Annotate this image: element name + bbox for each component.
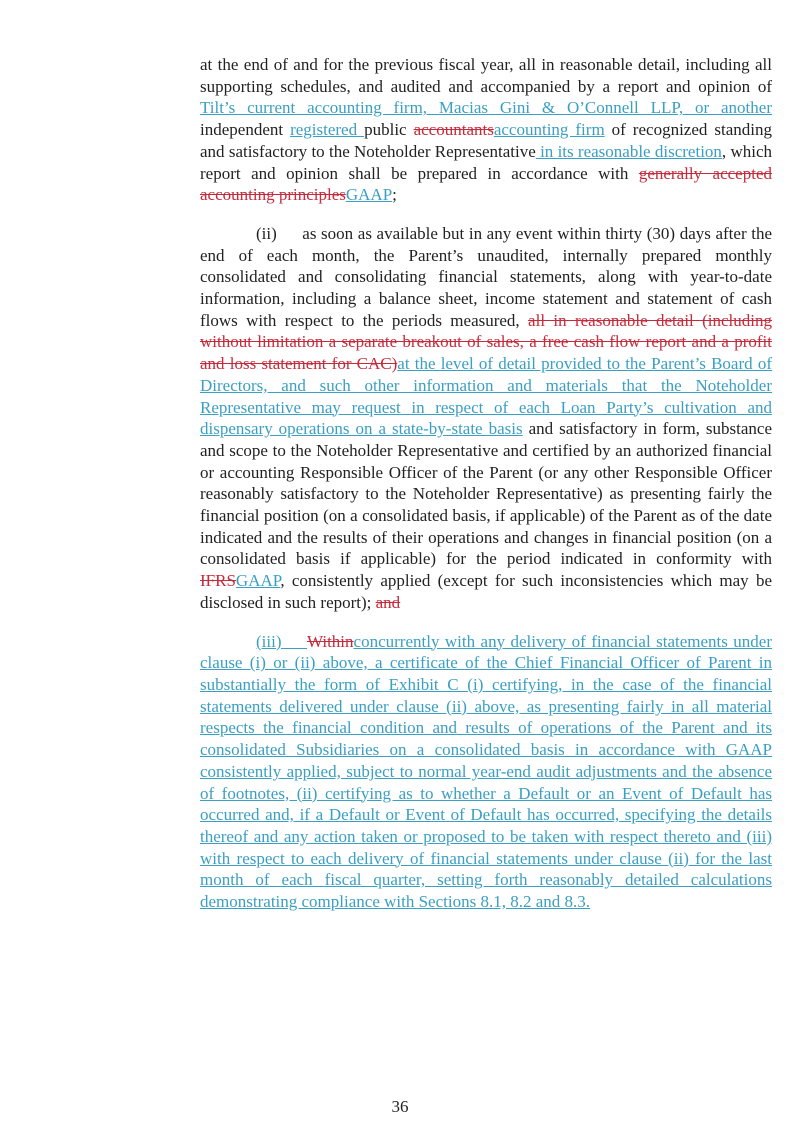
deleted-text: accountants bbox=[413, 120, 494, 140]
text-run: of recognized standing and satisfactory to the Noteholder Representative bbox=[200, 120, 772, 161]
deleted-text: Within bbox=[307, 631, 354, 651]
inserted-tab bbox=[282, 632, 308, 651]
deleted-text: IFRS bbox=[200, 571, 236, 591]
text-run: as soon as available but in any event within thirty (30) days after the end of each month, the Parent’s unaudited, internally prepared monthly consolidated and consolidating financial statements, along with year-to-date information, including a balance sheet, income statement and statement of cash flows with respect to the periods measured, bbox=[200, 223, 772, 330]
deleted-text: generally accepted accounting principles bbox=[200, 163, 772, 205]
text-run: , which report and opinion shall be prepared in accordance with bbox=[200, 141, 772, 183]
deleted-text: all in reasonable detail (including without limitation a separate breakout of sales, a free cash flow report and a profit and loss statement for CAC) bbox=[200, 310, 772, 374]
inserted-text: at the level of detail provided to the Parent’s Board of Directors, and such other information and materials that the Noteholder Representative may request in respect of each Loan Party’s cultivation and dispensary operations on a state-by-state basis bbox=[200, 354, 772, 439]
text-run: independent bbox=[200, 120, 291, 140]
inserted-text: in its reasonable discretion bbox=[535, 141, 722, 161]
text-run: at the end of and for the previous fiscal year, all in reasonable detail, including all supporting schedules, and audited and accompanied by a report and opinion of bbox=[200, 55, 772, 96]
inserted-text: accounting firm bbox=[493, 120, 605, 140]
page-number: 36 bbox=[391, 1097, 409, 1116]
inserted-text: GAAP bbox=[345, 185, 393, 205]
text-run: ; bbox=[392, 185, 397, 205]
text-run: public bbox=[364, 120, 414, 140]
inserted-text: GAAP bbox=[235, 571, 281, 591]
paragraph-clause-ii bbox=[200, 223, 772, 614]
inserted-text: Tilt’s current accounting firm, Macias Gini & O’Connell LLP, or another bbox=[200, 98, 772, 118]
document-body bbox=[200, 54, 772, 930]
paragraph-financial-statements-annual bbox=[200, 54, 772, 206]
deleted-text: and bbox=[375, 592, 401, 612]
paragraph-clause-iii bbox=[200, 631, 772, 913]
text-run: and satisfactory in form, substance and scope to the Noteholder Representative and certified by an authorized financial or accounting Responsible Officer of the Parent (or any other Responsible Officer reasonably satisfactory to the Noteholder Representative) as presenting fairly the financial position (on a consolidated basis, if applicable) of the Parent as of the date indicated and the results of their operations and changes in financial position (on a consolidated basis if applicable) for the period indicated in conformity with bbox=[200, 419, 772, 569]
clause-number: (ii) bbox=[256, 223, 277, 243]
inserted-text: concurrently with any delivery of financial statements under clause (i) or (ii) above, a certificate of the Chief Financial Officer of Parent in substantially the form of Exhibit C (i) certifying, in the case of the financial statements delivered under clause (ii) above, as presenting fairly in all material respects the financial condition and results of operations of the Parent and its consolidated Subsidiaries on a consolidated basis in accordance with GAAP consistently applied, subject to normal year-end audit adjustments and the absence of footnotes, (ii) certifying as to whether a Default or an Event of Default has occurred and, if a Default or Event of Default has occurred, specifying the details thereof and any action taken or proposed to be taken with respect thereto and (iii) with respect to each delivery of financial statements under clause (ii) for the last month of each fiscal quarter, setting forth reasonably detailed calculations demonstrating compliance with Sections 8.1, 8.2 and 8.3. bbox=[200, 631, 772, 912]
clause-number: (iii) bbox=[256, 631, 282, 651]
text-run: , consistently applied (except for such inconsistencies which may be disclosed in such report); bbox=[200, 571, 772, 612]
inserted-text: registered bbox=[290, 120, 365, 140]
